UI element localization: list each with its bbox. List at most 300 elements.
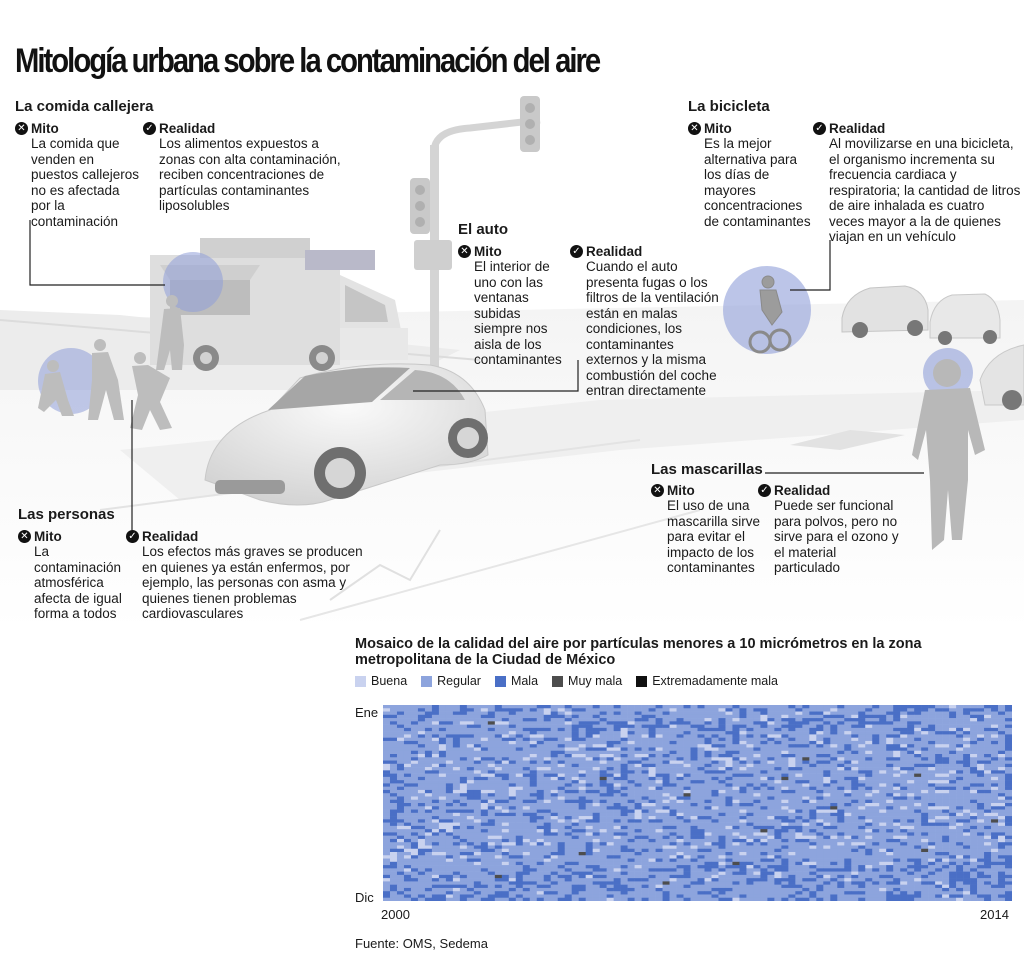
heatmap-cell — [970, 780, 977, 784]
heatmap-cell — [530, 767, 537, 771]
heatmap-cell — [774, 862, 781, 866]
heatmap-cell — [900, 767, 907, 771]
heatmap-cell — [446, 790, 453, 794]
heatmap-cell — [572, 878, 579, 882]
heatmap-cell — [537, 712, 544, 716]
heatmap-cell — [481, 787, 488, 791]
heatmap-cell — [893, 839, 900, 843]
heatmap-cell — [502, 761, 509, 765]
heatmap-cell — [802, 836, 809, 840]
heatmap-cell — [760, 793, 767, 797]
heatmap-cell — [418, 754, 425, 758]
heatmap-cell — [453, 780, 460, 784]
heatmap-cell — [1005, 796, 1012, 800]
heatmap-cell — [942, 731, 949, 735]
heatmap-cell — [656, 832, 663, 836]
heatmap-cell — [621, 836, 628, 840]
heatmap-cell — [963, 875, 970, 879]
heatmap-cell — [432, 754, 439, 758]
heatmap-cell — [998, 845, 1005, 849]
heatmap-cell — [411, 705, 418, 709]
heatmap-cell — [600, 754, 607, 758]
heatmap-cell — [774, 826, 781, 830]
heatmap-cell — [586, 728, 593, 732]
heatmap-cell — [642, 852, 649, 856]
heatmap-cell — [537, 770, 544, 774]
heatmap-cell — [816, 842, 823, 846]
heatmap-cell — [753, 705, 760, 709]
heatmap-cell — [732, 842, 739, 846]
heatmap-cell — [586, 790, 593, 794]
heatmap-cell — [656, 881, 663, 885]
heatmap-cell — [914, 855, 921, 859]
heatmap-cell — [858, 754, 865, 758]
heatmap-cell — [893, 754, 900, 758]
heatmap-cell — [425, 793, 432, 797]
heatmap-cell — [837, 754, 844, 758]
heatmap-cell — [753, 744, 760, 748]
heatmap-cell — [858, 731, 865, 735]
heatmap-cell — [851, 754, 858, 758]
heatmap-cell — [907, 865, 914, 869]
heatmap-cell — [635, 810, 642, 814]
heatmap-cell — [502, 757, 509, 761]
heatmap-cell — [704, 842, 711, 846]
heatmap-cell — [977, 800, 984, 804]
heatmap-cell — [886, 849, 893, 853]
heatmap-cell — [753, 878, 760, 882]
heatmap-cell — [586, 803, 593, 807]
heatmap-cell — [781, 836, 788, 840]
heatmap-cell — [788, 744, 795, 748]
section-food — [15, 99, 355, 118]
heatmap-cell — [865, 803, 872, 807]
heatmap-cell — [970, 852, 977, 856]
heatmap-cell — [439, 734, 446, 738]
heatmap-cell — [565, 757, 572, 761]
heatmap-cell — [725, 751, 732, 755]
heatmap-cell — [418, 859, 425, 863]
heatmap-cell — [732, 826, 739, 830]
heatmap-cell — [558, 859, 565, 863]
heatmap-cell — [991, 774, 998, 778]
heatmap-cell — [970, 800, 977, 804]
heatmap-cell — [530, 783, 537, 787]
heatmap-cell — [565, 845, 572, 849]
heatmap-cell — [698, 777, 705, 781]
heatmap-cell — [684, 852, 691, 856]
heatmap-cell — [809, 783, 816, 787]
heatmap-cell — [607, 783, 614, 787]
heatmap-cell — [614, 845, 621, 849]
heatmap-cell — [418, 868, 425, 872]
heatmap-cell — [781, 868, 788, 872]
heatmap-cell — [635, 806, 642, 810]
heatmap-cell — [977, 741, 984, 745]
heatmap-cell — [411, 881, 418, 885]
heatmap-cell — [467, 731, 474, 735]
heatmap-cell — [600, 872, 607, 876]
heatmap-cell — [635, 872, 642, 876]
heatmap-cell — [411, 839, 418, 843]
heatmap-cell — [537, 780, 544, 784]
heatmap-cell — [684, 859, 691, 863]
heatmap-cell — [956, 829, 963, 833]
heatmap-cell — [991, 878, 998, 882]
heatmap-cell — [739, 806, 746, 810]
heatmap-cell — [670, 725, 677, 729]
heatmap-cell — [537, 829, 544, 833]
heatmap-cell — [516, 800, 523, 804]
heatmap-cell — [823, 839, 830, 843]
heatmap-cell — [774, 793, 781, 797]
heatmap-cell — [537, 725, 544, 729]
heatmap-cell — [837, 705, 844, 709]
heatmap-cell — [586, 751, 593, 755]
heatmap-cell — [865, 810, 872, 814]
heatmap-cell — [635, 829, 642, 833]
heatmap-cell — [530, 757, 537, 761]
heatmap-cell — [418, 725, 425, 729]
heatmap-cell — [928, 859, 935, 863]
heatmap-cell — [879, 718, 886, 722]
heatmap-cell — [495, 734, 502, 738]
heatmap-cell — [844, 849, 851, 853]
heatmap-cell — [586, 881, 593, 885]
heatmap-cell — [907, 859, 914, 863]
heatmap-cell — [802, 705, 809, 709]
heatmap-cell — [621, 734, 628, 738]
heatmap-cell — [809, 708, 816, 712]
heatmap-cell — [474, 708, 481, 712]
heatmap-cell — [404, 725, 411, 729]
heatmap-cell — [760, 865, 767, 869]
heatmap-cell — [649, 881, 656, 885]
heatmap-cell — [795, 849, 802, 853]
heatmap-cell — [963, 734, 970, 738]
heatmap-cell — [397, 793, 404, 797]
heatmap-cell — [788, 783, 795, 787]
heatmap-cell — [488, 810, 495, 814]
heatmap-cell — [383, 721, 390, 725]
heatmap-cell — [781, 738, 788, 742]
heatmap-cell — [718, 852, 725, 856]
heatmap-cell — [844, 712, 851, 716]
heatmap-cell — [781, 728, 788, 732]
heatmap-cell — [523, 823, 530, 827]
heatmap-cell — [411, 845, 418, 849]
heatmap-cell — [788, 734, 795, 738]
heatmap-cell — [481, 718, 488, 722]
heatmap-cell — [746, 872, 753, 876]
heatmap-cell — [942, 816, 949, 820]
heatmap-cell — [998, 829, 1005, 833]
heatmap-cell — [418, 855, 425, 859]
heatmap-cell — [704, 770, 711, 774]
heatmap-cell — [760, 754, 767, 758]
heatmap-cell — [565, 813, 572, 817]
heatmap-cell — [600, 712, 607, 716]
heatmap-cell — [565, 738, 572, 742]
heatmap-cell — [802, 872, 809, 876]
heatmap-cell — [711, 816, 718, 820]
heatmap-cell — [767, 845, 774, 849]
heatmap-cell — [1005, 868, 1012, 872]
heatmap-cell — [495, 829, 502, 833]
heatmap-cell — [893, 774, 900, 778]
heatmap-cell — [572, 881, 579, 885]
heatmap-cell — [704, 849, 711, 853]
heatmap-cell — [691, 767, 698, 771]
heatmap-cell — [530, 852, 537, 856]
heatmap-cell — [949, 852, 956, 856]
heatmap-cell — [795, 816, 802, 820]
heatmap-cell — [711, 865, 718, 869]
heatmap-cell — [593, 728, 600, 732]
heatmap-cell — [530, 751, 537, 755]
heatmap-cell — [802, 751, 809, 755]
heatmap-cell — [635, 852, 642, 856]
food-myth-text: La comida que venden en puestos callejeros no es afectada por la contaminación — [31, 136, 140, 229]
heatmap-cell — [537, 878, 544, 882]
heatmap-cell — [467, 721, 474, 725]
heatmap-cell — [460, 849, 467, 853]
heatmap-cell — [586, 787, 593, 791]
heatmap-cell — [746, 712, 753, 716]
heatmap-cell — [963, 751, 970, 755]
heatmap-cell — [537, 764, 544, 768]
heatmap-cell — [411, 865, 418, 869]
heatmap-cell — [963, 806, 970, 810]
heatmap-cell — [642, 715, 649, 719]
heatmap-cell — [579, 741, 586, 745]
heatmap-cell — [460, 839, 467, 843]
heatmap-cell — [956, 796, 963, 800]
heatmap-cell — [725, 800, 732, 804]
heatmap-cell — [670, 757, 677, 761]
heatmap-cell — [788, 819, 795, 823]
heatmap-cell — [418, 872, 425, 876]
heatmap-cell — [677, 705, 684, 709]
heatmap-cell — [558, 878, 565, 882]
heatmap-cell — [739, 747, 746, 751]
heatmap-cell — [579, 790, 586, 794]
heatmap-cell — [614, 842, 621, 846]
heatmap-cell — [404, 705, 411, 709]
heatmap-cell — [1005, 725, 1012, 729]
heatmap-cell — [516, 865, 523, 869]
heatmap-cell — [725, 849, 732, 853]
heatmap-cell — [649, 865, 656, 869]
heatmap-cell — [858, 855, 865, 859]
heatmap-cell — [809, 872, 816, 876]
heatmap-cell — [593, 803, 600, 807]
heatmap-cell — [837, 793, 844, 797]
heatmap-cell — [579, 780, 586, 784]
heatmap-cell — [942, 738, 949, 742]
heatmap-cell — [649, 731, 656, 735]
heatmap-cell — [998, 839, 1005, 843]
heatmap-cell — [767, 868, 774, 872]
heatmap-cell — [523, 741, 530, 745]
heatmap-cell — [739, 872, 746, 876]
heatmap-cell — [481, 774, 488, 778]
heatmap-cell — [537, 705, 544, 709]
heatmap-cell — [453, 770, 460, 774]
heatmap-cell — [718, 823, 725, 827]
heatmap-cell — [977, 813, 984, 817]
heatmap-cell — [418, 810, 425, 814]
heatmap-cell — [921, 832, 928, 836]
heatmap-cell — [914, 813, 921, 817]
heatmap-cell — [537, 777, 544, 781]
heatmap-cell — [614, 803, 621, 807]
heatmap-cell — [551, 829, 558, 833]
heatmap-cell — [711, 731, 718, 735]
heatmap-cell — [984, 747, 991, 751]
heatmap-cell — [418, 718, 425, 722]
heatmap-cell — [830, 819, 837, 823]
heatmap-cell — [663, 721, 670, 725]
heatmap-cell — [509, 705, 516, 709]
heatmap-cell — [411, 842, 418, 846]
heatmap-cell — [383, 806, 390, 810]
heatmap-cell — [579, 849, 586, 853]
heatmap-cell — [698, 849, 705, 853]
heatmap-cell — [390, 715, 397, 719]
heatmap-cell — [823, 832, 830, 836]
heatmap-cell — [823, 731, 830, 735]
heatmap-cell — [460, 747, 467, 751]
heatmap-cell — [921, 823, 928, 827]
heatmap-cell — [698, 855, 705, 859]
heatmap-cell — [844, 764, 851, 768]
heatmap-cell — [390, 800, 397, 804]
heatmap-cell — [411, 767, 418, 771]
heatmap-cell — [830, 793, 837, 797]
heatmap-cell — [935, 754, 942, 758]
heatmap-cell — [984, 715, 991, 719]
heatmap-cell — [614, 878, 621, 882]
heatmap-cell — [649, 829, 656, 833]
heatmap-cell — [977, 783, 984, 787]
heatmap-cell — [621, 728, 628, 732]
heatmap-cell — [600, 813, 607, 817]
heatmap-cell — [921, 829, 928, 833]
heatmap-cell — [467, 816, 474, 820]
heatmap-cell — [467, 810, 474, 814]
heatmap-cell — [383, 774, 390, 778]
heatmap-cell — [621, 754, 628, 758]
heatmap-cell — [963, 774, 970, 778]
heatmap-cell — [858, 738, 865, 742]
heatmap-cell — [949, 829, 956, 833]
heatmap-cell — [970, 875, 977, 879]
heatmap-cell — [383, 793, 390, 797]
heatmap-cell — [851, 721, 858, 725]
legend-label: Regular — [437, 674, 481, 688]
heatmap-cell — [970, 810, 977, 814]
heatmap-cell — [781, 842, 788, 846]
heatmap-cell — [642, 738, 649, 742]
heatmap-cell — [530, 744, 537, 748]
heatmap-cell — [677, 806, 684, 810]
heatmap-cell — [614, 741, 621, 745]
heatmap-cell — [537, 849, 544, 853]
heatmap-cell — [781, 803, 788, 807]
heatmap-cell — [949, 878, 956, 882]
heatmap-cell — [649, 800, 656, 804]
heatmap-cell — [495, 712, 502, 716]
heatmap-cell — [900, 774, 907, 778]
heatmap-cell — [704, 780, 711, 784]
heatmap-cell — [614, 800, 621, 804]
heatmap-cell — [991, 852, 998, 856]
heatmap-cell — [711, 744, 718, 748]
heatmap-cell — [495, 783, 502, 787]
heatmap-cell — [446, 819, 453, 823]
heatmap-cell — [739, 764, 746, 768]
heatmap-cell — [593, 787, 600, 791]
heatmap-cell — [425, 859, 432, 863]
heatmap-cell — [802, 862, 809, 866]
heatmap-cell — [488, 813, 495, 817]
heatmap-cell — [439, 810, 446, 814]
heatmap-cell — [753, 816, 760, 820]
heatmap-cell — [935, 734, 942, 738]
heatmap-cell — [802, 718, 809, 722]
heatmap-cell — [390, 878, 397, 882]
heatmap-cell — [502, 793, 509, 797]
heatmap-cell — [732, 728, 739, 732]
heatmap-cell — [942, 718, 949, 722]
heatmap-cell — [488, 774, 495, 778]
heatmap-cell — [579, 859, 586, 863]
heatmap-cell — [481, 705, 488, 709]
heatmap-cell — [753, 845, 760, 849]
heatmap-cell — [579, 751, 586, 755]
heatmap-cell — [544, 741, 551, 745]
heatmap-cell — [572, 712, 579, 716]
heatmap-cell — [788, 708, 795, 712]
heatmap-cell — [935, 757, 942, 761]
heatmap-cell — [586, 761, 593, 765]
heatmap-cell — [949, 872, 956, 876]
heatmap-cell — [404, 780, 411, 784]
heatmap-cell — [858, 816, 865, 820]
heatmap-cell — [970, 731, 977, 735]
heatmap-cell — [935, 731, 942, 735]
heatmap-cell — [781, 832, 788, 836]
heatmap-cell — [593, 738, 600, 742]
heatmap-cell — [439, 738, 446, 742]
heatmap-cell — [544, 852, 551, 856]
heatmap-cell — [460, 819, 467, 823]
heatmap-cell — [753, 761, 760, 765]
heatmap-cell — [509, 842, 516, 846]
heatmap-cell — [600, 842, 607, 846]
heatmap-cell — [935, 767, 942, 771]
heatmap-cell — [907, 712, 914, 716]
heatmap-cell — [495, 796, 502, 800]
heatmap-cell — [956, 715, 963, 719]
heatmap-cell — [488, 823, 495, 827]
heatmap-cell — [704, 738, 711, 742]
heatmap-cell — [565, 842, 572, 846]
heatmap-cell — [460, 767, 467, 771]
heatmap-cell — [830, 712, 837, 716]
heatmap-cell — [635, 738, 642, 742]
